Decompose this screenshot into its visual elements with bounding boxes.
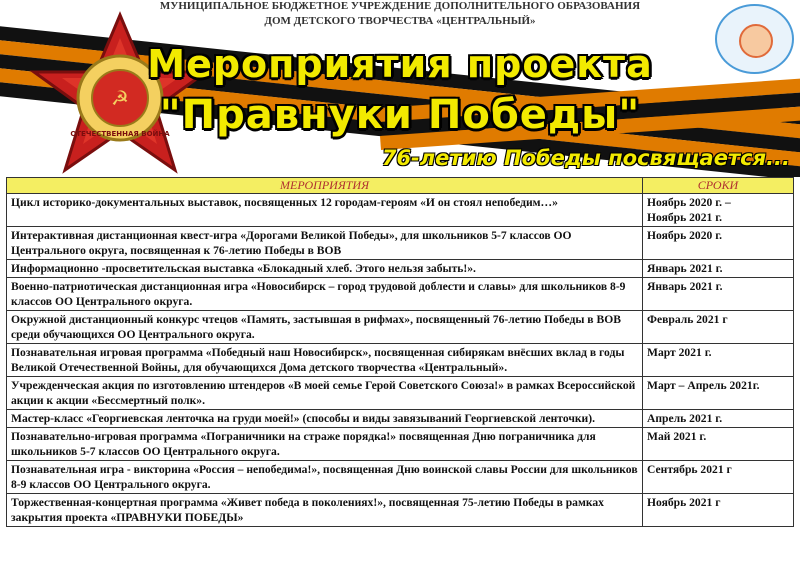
table-row xyxy=(7,311,794,344)
org-name-line1: МУНИЦИПАЛЬНОЕ БЮДЖЕТНОЕ УЧРЕЖДЕНИЕ ДОПОЛНИТЕЛЬНОГО ОБРАЗОВАНИЯ xyxy=(159,0,641,12)
table-row xyxy=(7,344,794,377)
events-table xyxy=(6,177,794,527)
svg-text:☭: ☭ xyxy=(111,86,129,110)
table-header-row xyxy=(7,178,794,194)
order-ring-text: ОТЕЧЕСТВЕННАЯ ВОЙНА xyxy=(70,130,170,138)
column-header-dates: СРОКИ xyxy=(643,178,794,194)
table-row xyxy=(7,461,794,494)
table-row xyxy=(7,428,794,461)
event-cell: Военно-патриотическая дистанционная игра «Новосибирск – город трудовой доблести и славы» для школьников 8-9 классов ОО Центрального округа. xyxy=(7,278,643,311)
table-row xyxy=(7,194,794,227)
page-title-line2: "Правнуки Победы" xyxy=(159,92,641,138)
table-row xyxy=(7,410,794,428)
date-cell: Март 2021 г. xyxy=(643,344,794,377)
event-cell: Информационно -просветительская выставка «Блокадный хлеб. Этого нельзя забыть!». xyxy=(7,260,643,278)
page-title-line1: Мероприятия проекта xyxy=(147,42,653,86)
date-line: Ноябрь 2021 г. xyxy=(647,211,723,224)
table-row xyxy=(7,377,794,410)
column-header-events: МЕРОПРИЯТИЯ xyxy=(7,178,643,194)
date-cell xyxy=(643,194,794,227)
event-cell: Торжественная-концертная программа «Живет победа в поколениях!», посвященная 75-летию Победы в рамках закрытия проекта «ПРАВНУКИ ПОБЕДЫ» xyxy=(7,494,643,527)
date-cell: Февраль 2021 г xyxy=(643,311,794,344)
date-cell: Март – Апрель 2021г. xyxy=(643,377,794,410)
table-row xyxy=(7,278,794,311)
date-cell: Ноябрь 2021 г xyxy=(643,494,794,527)
event-cell: Познавательная игра - викторина «Россия – непобедима!», посвященная Дню воинской славы России для школьников 8-9 классов ОО Центрального округа. xyxy=(7,461,643,494)
date-cell: Январь 2021 г. xyxy=(643,278,794,311)
date-cell: Апрель 2021 г. xyxy=(643,410,794,428)
event-cell: Учрежденческая акция по изготовлению штендеров «В моей семье Герой Советского Союза!» в рамках Всероссийской акции к акции «Бессмертный полк». xyxy=(7,377,643,410)
event-cell: Мастер-класс «Георгиевская ленточка на груди моей!» (способы и виды завязываний Георгиевской ленточки). xyxy=(7,410,643,428)
date-cell: Январь 2021 г. xyxy=(643,260,794,278)
table-row xyxy=(7,227,794,260)
date-line: Ноябрь 2020 г. – xyxy=(647,196,731,209)
event-cell: Цикл историко-документальных выставок, посвященных 12 городам-героям «И он стоял непобедим…» xyxy=(7,194,643,227)
table-row xyxy=(7,260,794,278)
header-banner xyxy=(0,0,800,177)
page-subtitle: 76-летию Победы посвящается... xyxy=(381,146,790,170)
table-row xyxy=(7,494,794,527)
event-cell: Познавательно-игровая программа «Пограничники на страже порядка!» посвященная Дню пограничника для школьников 5-7 классов ОО Центрального округа. xyxy=(7,428,643,461)
date-cell: Май 2021 г. xyxy=(643,428,794,461)
event-cell: Познавательная игровая программа «Победный наш Новосибирск», посвященная сибирякам внёсших вклад в годы Великой Отечественной Войны, для обучающихся Дома детского творчества «Центральный». xyxy=(7,344,643,377)
event-cell: Интерактивная дистанционная квест-игра «Дорогами Великой Победы», для школьников 5-7 классов ОО Центрального округа, посвященная к 76-летию Победы в ВОВ xyxy=(7,227,643,260)
event-cell: Окружной дистанционный конкурс чтецов «Память, застывшая в рифмах», посвященный 76-летию Победы в ВОВ среди обучающихся ОО Центрального округа. xyxy=(7,311,643,344)
date-cell: Сентябрь 2021 г xyxy=(643,461,794,494)
org-name-line2: ДОМ ДЕТСКОГО ТВОРЧЕСТВА «ЦЕНТРАЛЬНЫЙ» xyxy=(264,15,536,27)
date-cell: Ноябрь 2020 г. xyxy=(643,227,794,260)
